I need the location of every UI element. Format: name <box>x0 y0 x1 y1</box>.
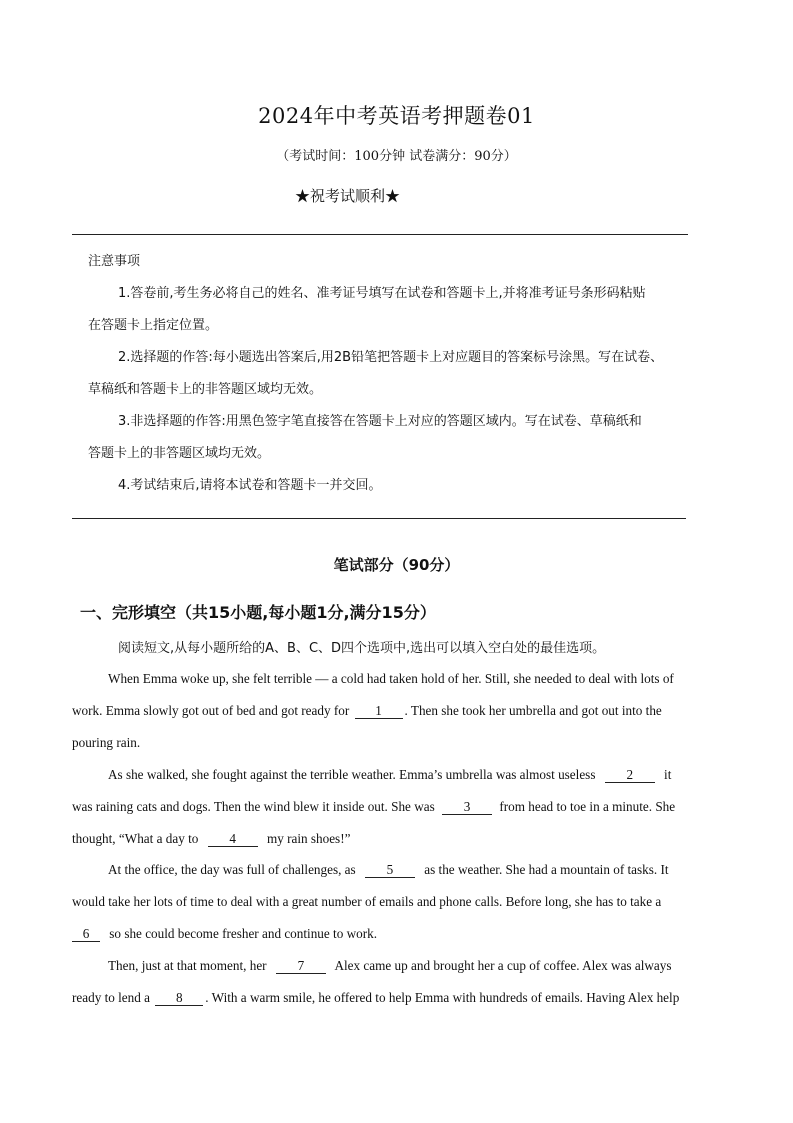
notice-item: 在答题卡上指定位置。 <box>88 318 219 333</box>
blank-8: 8 <box>155 991 203 1006</box>
passage-line: would take her lots of time to deal with a great number of emails and phone calls. Before long, she has to take a <box>72 894 662 909</box>
passage-text: As she walked, she fought against the terrible weather. Emma’s umbrella was almost useless <box>108 767 596 782</box>
section-instruction: 阅读短文,从每小题所给的A、B、C、D四个选项中,选出可以填入空白处的最佳选项。 <box>118 641 606 656</box>
blank-3: 3 <box>442 800 492 815</box>
blank-6: 6 <box>72 927 100 942</box>
passage-text: Then, just at that moment, her <box>108 958 267 973</box>
passage-text: At the office, the day was full of challenges, as <box>108 862 356 877</box>
exam-title: 2024年中考英语考押题卷01 <box>258 104 535 128</box>
passage-text: ready to lend a <box>72 990 150 1005</box>
passage-text: as the weather. She had a mountain of tasks. It <box>424 862 669 877</box>
passage-text: it <box>664 767 672 782</box>
passage-text: from head to toe in a minute. She <box>499 799 676 814</box>
notice-item: 2.选择题的作答:每小题选出答案后,用2B铅笔把答题卡上对应题目的答案标号涂黑。写在试卷、 <box>118 350 664 365</box>
passage-line: When Emma woke up, she felt terrible — a cold had taken hold of her. Still, she needed to deal with lots of <box>108 671 674 686</box>
section-title: 一、完形填空（共15小题,每小题1分,满分15分） <box>80 603 436 622</box>
passage-line <box>108 767 671 783</box>
passage-line <box>108 862 669 878</box>
passage-line <box>72 703 662 719</box>
passage-text: work. Emma slowly got out of bed and got ready for <box>72 703 350 718</box>
notice-item: 1.答卷前,考生务必将自己的姓名、准考证号填写在试卷和答题卡上,并将准考证号条形码粘贴 <box>118 286 646 301</box>
blank-5: 5 <box>365 863 415 878</box>
passage-text: . With a warm smile, he offered to help Emma with hundreds of emails. Having Alex help <box>205 990 680 1005</box>
notice-item: 4.考试结束后,请将本试卷和答题卡一并交回。 <box>118 478 382 493</box>
passage-text: so she could become fresher and continue to work. <box>109 926 377 941</box>
passage-text: thought, “What a day to <box>72 831 199 846</box>
exam-subtitle: （考试时间：100分钟 试卷满分：90分） <box>276 149 517 164</box>
part-title: 笔试部分（90分） <box>333 556 460 574</box>
passage-line: pouring rain. <box>72 735 141 750</box>
notice-item: 草稿纸和答题卡上的非答题区域均无效。 <box>88 382 323 397</box>
passage-line <box>72 990 679 1006</box>
passage-line <box>72 799 675 815</box>
passage-line <box>108 958 671 974</box>
good-luck-line: ★祝考试顺利★ <box>295 187 401 205</box>
bottom-divider <box>72 518 686 519</box>
blank-2: 2 <box>605 768 655 783</box>
top-divider <box>72 234 688 235</box>
passage-text: was raining cats and dogs. Then the wind blew it inside out. She was <box>72 799 435 814</box>
notice-item: 3.非选择题的作答:用黑色签字笔直接答在答题卡上对应的答题区域内。写在试卷、草稿纸和 <box>118 414 642 429</box>
blank-1: 1 <box>355 704 403 719</box>
passage-text: . Then she took her umbrella and got out into the <box>404 703 662 718</box>
notice-heading: 注意事项 <box>88 254 141 269</box>
blank-4: 4 <box>208 832 258 847</box>
blank-7: 7 <box>276 959 326 974</box>
passage-line <box>72 831 350 847</box>
passage-text: Alex came up and brought her a cup of coffee. Alex was always <box>334 958 672 973</box>
notice-item: 答题卡上的非答题区域均无效。 <box>88 446 271 461</box>
passage-text: my rain shoes!” <box>266 831 351 846</box>
passage-line <box>72 926 377 942</box>
